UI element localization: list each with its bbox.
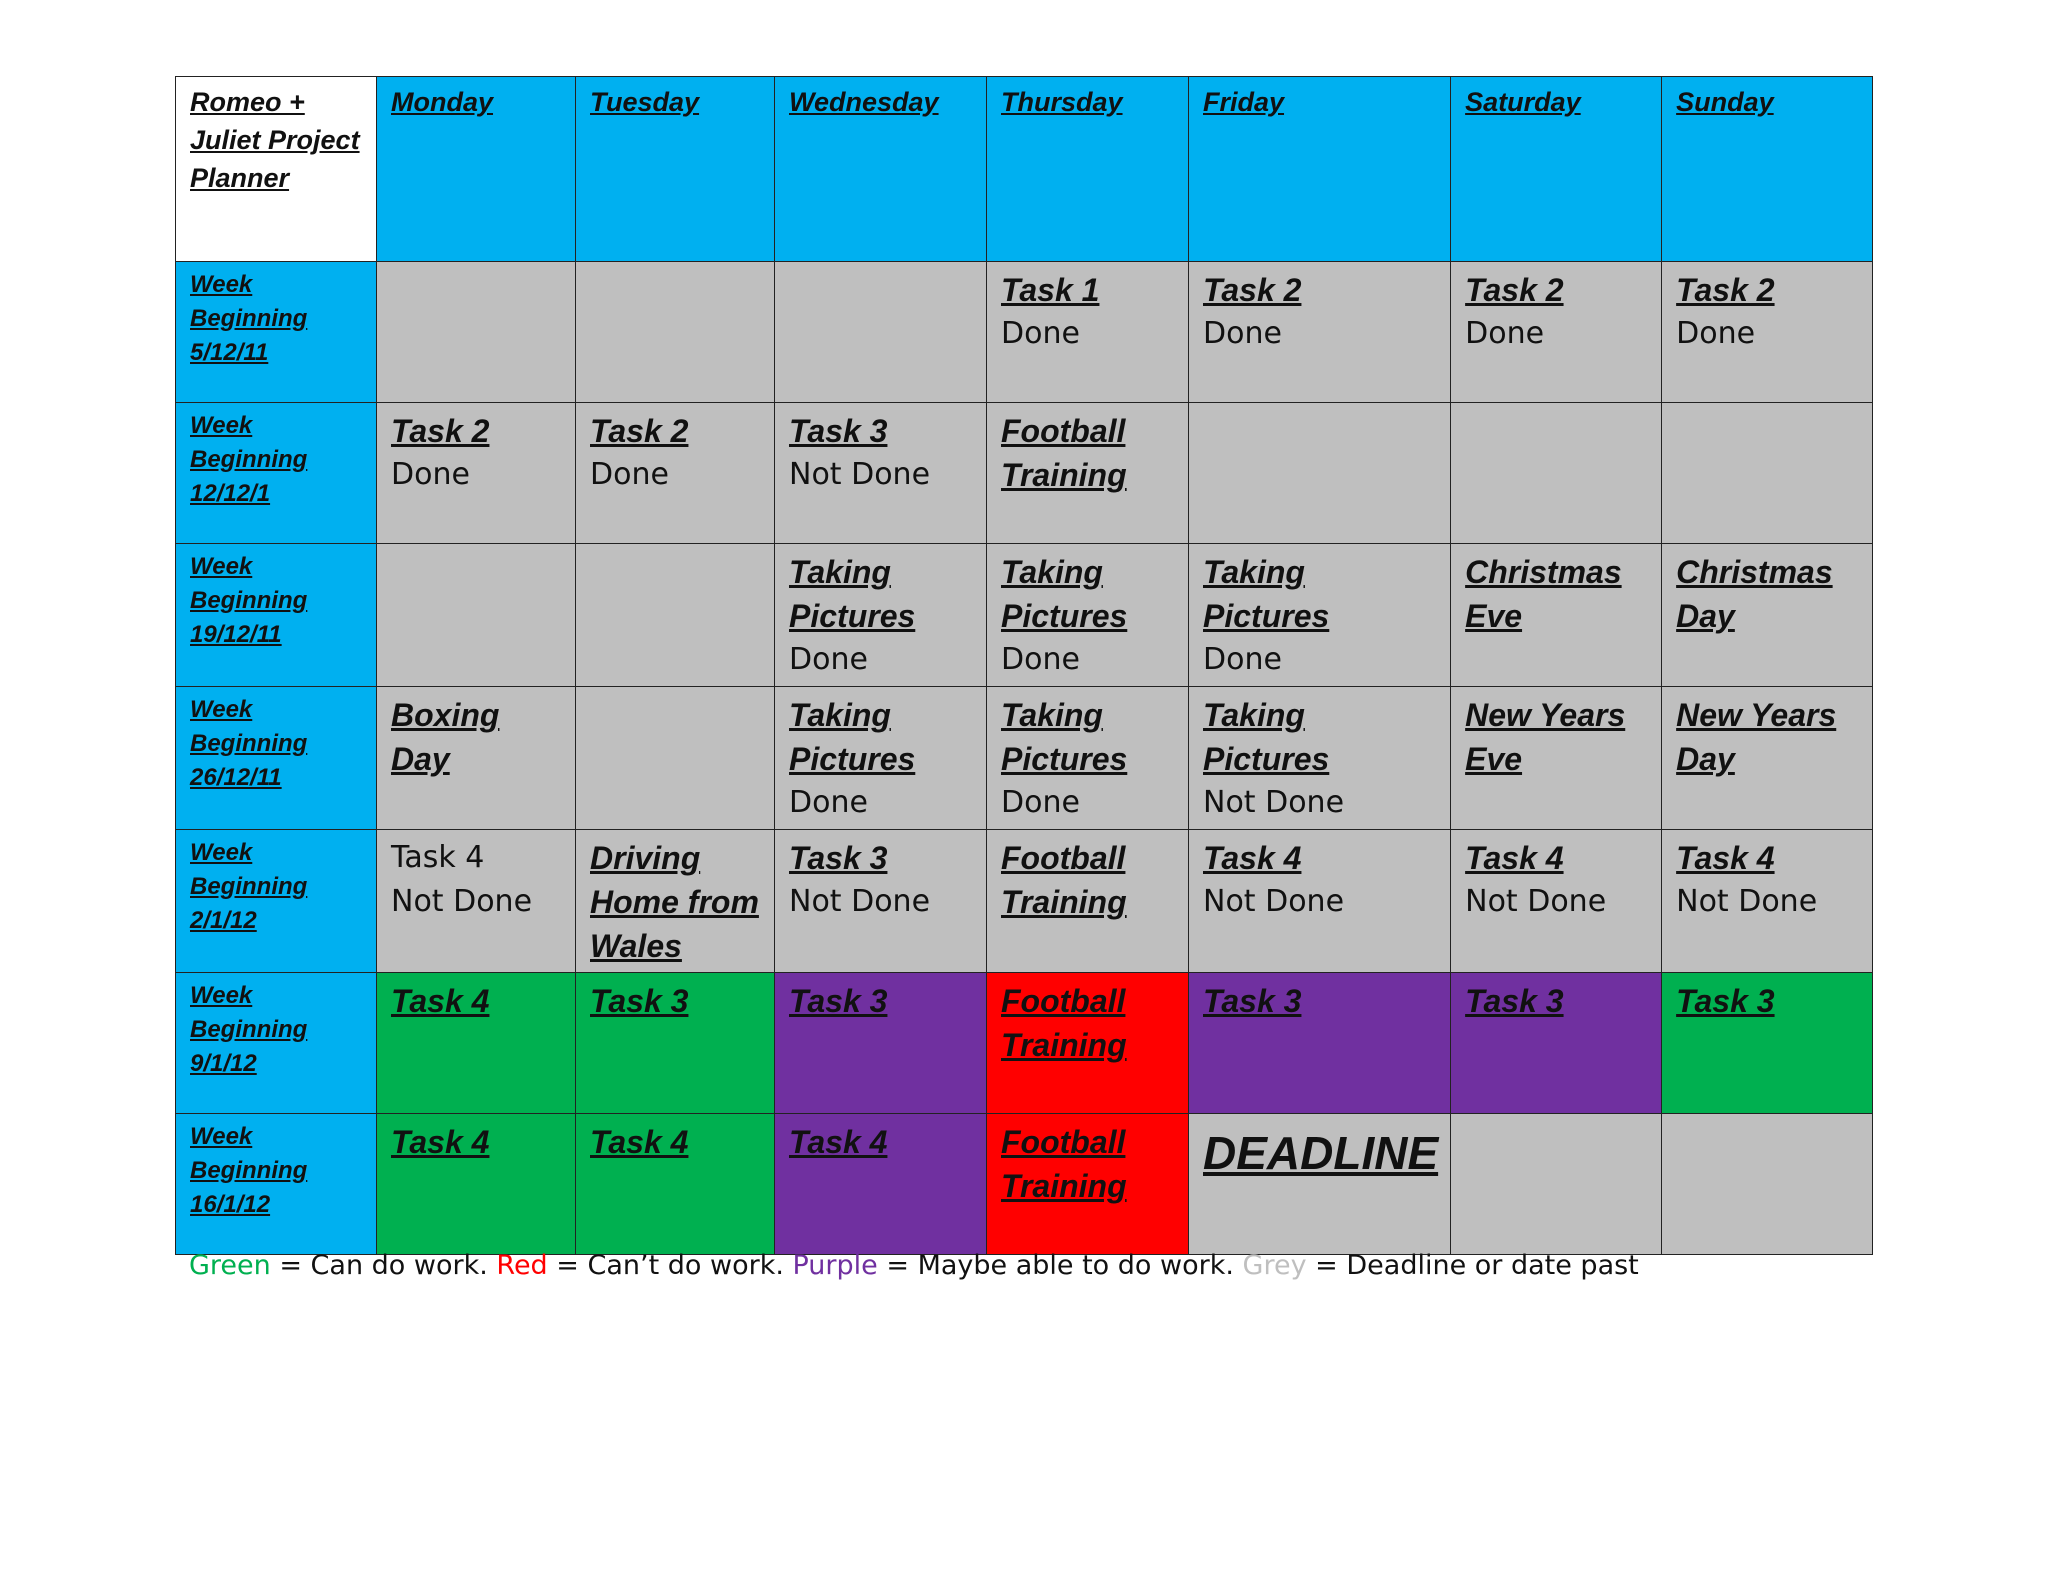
day-cell-sunday <box>1662 973 1873 1114</box>
task-status: Done <box>1001 316 1080 351</box>
week-row <box>176 830 1873 973</box>
task-title: Task 3 <box>590 983 689 1019</box>
task-status: Done <box>1001 642 1080 677</box>
week-row <box>176 687 1873 830</box>
day-cell-friday <box>1189 262 1451 403</box>
task-status: Done <box>1676 316 1756 351</box>
task-title: Football Training <box>1001 983 1127 1063</box>
task-title: Task 3 <box>1676 983 1775 1019</box>
day-header-monday <box>377 77 576 262</box>
week-row <box>176 403 1873 544</box>
day-cell-thursday <box>987 687 1189 830</box>
week-label: Week Beginning 26/12/11 <box>190 696 308 791</box>
day-cell-wednesday <box>775 403 987 544</box>
task-title: Task 4 <box>391 1124 490 1160</box>
day-header-friday <box>1189 77 1451 262</box>
task-title: Task 2 <box>590 413 689 449</box>
week-label: Week Beginning 12/12/1 <box>190 412 308 507</box>
task-status: Not Done <box>789 884 931 919</box>
day-cell-sunday <box>1662 1114 1873 1255</box>
day-cell-wednesday <box>775 1114 987 1255</box>
day-cell-thursday <box>987 403 1189 544</box>
week-label-cell <box>176 1114 377 1255</box>
day-cell-sunday <box>1662 544 1873 687</box>
task-status: Not Done <box>1203 884 1345 919</box>
task-title: Taking Pictures <box>1001 697 1128 777</box>
task-title: Task 3 <box>789 840 888 876</box>
day-cell-tuesday <box>576 403 775 544</box>
day-cell-monday <box>377 973 576 1114</box>
planner-title-cell <box>176 77 377 262</box>
day-cell-thursday <box>987 544 1189 687</box>
day-cell-sunday <box>1662 830 1873 973</box>
task-title: Taking Pictures <box>1203 697 1330 777</box>
task-title: Task 4 <box>590 1124 689 1160</box>
task-title: New Years Day <box>1676 697 1837 777</box>
task-title: Task 2 <box>1676 272 1775 308</box>
day-cell-monday <box>377 262 576 403</box>
day-cell-tuesday <box>576 687 775 830</box>
week-row <box>176 262 1873 403</box>
task-status: Done <box>1465 316 1545 351</box>
day-cell-thursday <box>987 262 1189 403</box>
day-cell-saturday <box>1451 687 1662 830</box>
day-cell-friday <box>1189 1114 1451 1255</box>
day-cell-monday <box>377 830 576 973</box>
task-status: Not Done <box>1203 785 1345 820</box>
day-cell-wednesday <box>775 830 987 973</box>
week-label: Week Beginning 16/1/12 <box>190 1123 308 1218</box>
day-header-saturday <box>1451 77 1662 262</box>
day-cell-thursday <box>987 830 1189 973</box>
task-status: Not Done <box>1465 884 1607 919</box>
task-title: Task 4 <box>1203 840 1302 876</box>
legend-grey-word: Grey <box>1242 1250 1307 1281</box>
day-header-tuesday <box>576 77 775 262</box>
day-cell-sunday <box>1662 262 1873 403</box>
header-row <box>176 77 1873 262</box>
day-cell-monday <box>377 1114 576 1255</box>
day-cell-tuesday <box>576 830 775 973</box>
legend-purple-word: Purple <box>792 1250 878 1281</box>
day-cell-sunday <box>1662 687 1873 830</box>
task-status: Done <box>789 642 868 677</box>
day-cell-monday <box>377 687 576 830</box>
week-label: Week Beginning 9/1/12 <box>190 982 308 1077</box>
task-status: Not Done <box>1676 884 1818 919</box>
day-cell-saturday <box>1451 973 1662 1114</box>
task-title: Task 2 <box>1203 272 1302 308</box>
task-title: Taking Pictures <box>789 554 916 634</box>
legend-purple-text: = Maybe able to do work. <box>877 1250 1243 1281</box>
task-title: Task 2 <box>391 413 490 449</box>
task-title: Task 4 <box>1676 840 1775 876</box>
task-title: Christmas Day <box>1676 554 1833 634</box>
legend-green-text: = Can do work. <box>270 1250 497 1281</box>
day-label: Monday <box>391 87 494 117</box>
task-title: Task 4 <box>789 1124 888 1160</box>
day-header-wednesday <box>775 77 987 262</box>
week-label-cell <box>176 403 377 544</box>
day-cell-wednesday <box>775 544 987 687</box>
legend-grey-text: = Deadline or date past <box>1306 1250 1639 1281</box>
day-cell-monday <box>377 403 576 544</box>
day-cell-tuesday <box>576 262 775 403</box>
day-label: Wednesday <box>789 87 939 117</box>
legend-green-word: Green <box>189 1250 271 1281</box>
day-cell-friday <box>1189 403 1451 544</box>
week-label: Week Beginning 19/12/11 <box>190 553 308 648</box>
task-status: Not Done <box>789 457 931 492</box>
week-label-cell <box>176 687 377 830</box>
task-title: Football Training <box>1001 1124 1127 1204</box>
day-cell-tuesday <box>576 1114 775 1255</box>
task-title: Taking Pictures <box>1203 554 1330 634</box>
task-status: Done <box>590 457 669 492</box>
day-label: Thursday <box>1001 87 1123 117</box>
day-cell-saturday <box>1451 830 1662 973</box>
day-cell-friday <box>1189 687 1451 830</box>
week-row <box>176 1114 1873 1255</box>
planner-title: Romeo + Juliet Project Planner <box>190 87 360 193</box>
task-title: Task 4 <box>391 983 490 1019</box>
legend-red-text: = Can’t do work. <box>547 1250 793 1281</box>
legend-red-word: Red <box>496 1250 548 1281</box>
day-cell-monday <box>377 544 576 687</box>
task-status: Not Done <box>391 884 533 919</box>
week-label: Week Beginning 2/1/12 <box>190 839 308 934</box>
task-title: Task 1 <box>1001 272 1100 308</box>
day-cell-wednesday <box>775 262 987 403</box>
week-label-cell <box>176 262 377 403</box>
day-label: Tuesday <box>590 87 700 117</box>
task-title: Football Training <box>1001 413 1127 493</box>
day-cell-wednesday <box>775 973 987 1114</box>
task-title: Football Training <box>1001 840 1127 920</box>
task-title: Task 3 <box>1465 983 1564 1019</box>
day-cell-friday <box>1189 544 1451 687</box>
task-title: Driving Home from Wales <box>590 840 759 964</box>
day-header-sunday <box>1662 77 1873 262</box>
week-label-cell <box>176 830 377 973</box>
task-title: Task 2 <box>1465 272 1564 308</box>
day-header-thursday <box>987 77 1189 262</box>
task-status: Done <box>1203 642 1282 677</box>
day-cell-sunday <box>1662 403 1873 544</box>
week-label-cell <box>176 973 377 1114</box>
task-title: Task 3 <box>789 413 888 449</box>
day-cell-saturday <box>1451 1114 1662 1255</box>
task-title: Boxing Day <box>391 697 500 777</box>
week-row <box>176 544 1873 687</box>
day-cell-friday <box>1189 830 1451 973</box>
task-title: Taking Pictures <box>789 697 916 777</box>
day-cell-wednesday <box>775 687 987 830</box>
task-title: Christmas Eve <box>1465 554 1622 634</box>
day-cell-tuesday <box>576 544 775 687</box>
week-row <box>176 973 1873 1114</box>
day-label: Saturday <box>1465 87 1581 117</box>
day-label: Sunday <box>1676 87 1774 117</box>
day-cell-tuesday <box>576 973 775 1114</box>
day-cell-saturday <box>1451 403 1662 544</box>
task-status: Done <box>789 785 868 820</box>
task-status: Done <box>391 457 470 492</box>
day-label: Friday <box>1203 87 1285 117</box>
task-status: Done <box>1001 785 1080 820</box>
project-planner-table <box>175 76 1873 1255</box>
task-title: Task 4 <box>1465 840 1564 876</box>
task-title: New Years Eve <box>1465 697 1626 777</box>
task-title: Task 4 <box>391 840 485 875</box>
day-cell-saturday <box>1451 262 1662 403</box>
task-title: Taking Pictures <box>1001 554 1128 634</box>
task-title: Task 3 <box>789 983 888 1019</box>
week-label-cell <box>176 544 377 687</box>
day-cell-saturday <box>1451 544 1662 687</box>
task-status: Done <box>1203 316 1282 351</box>
task-title: Task 3 <box>1203 983 1302 1019</box>
task-title: DEADLINE <box>1203 1127 1439 1179</box>
day-cell-thursday <box>987 973 1189 1114</box>
day-cell-thursday <box>987 1114 1189 1255</box>
day-cell-friday <box>1189 973 1451 1114</box>
week-label: Week Beginning 5/12/11 <box>190 271 308 366</box>
color-legend <box>189 1250 1639 1281</box>
